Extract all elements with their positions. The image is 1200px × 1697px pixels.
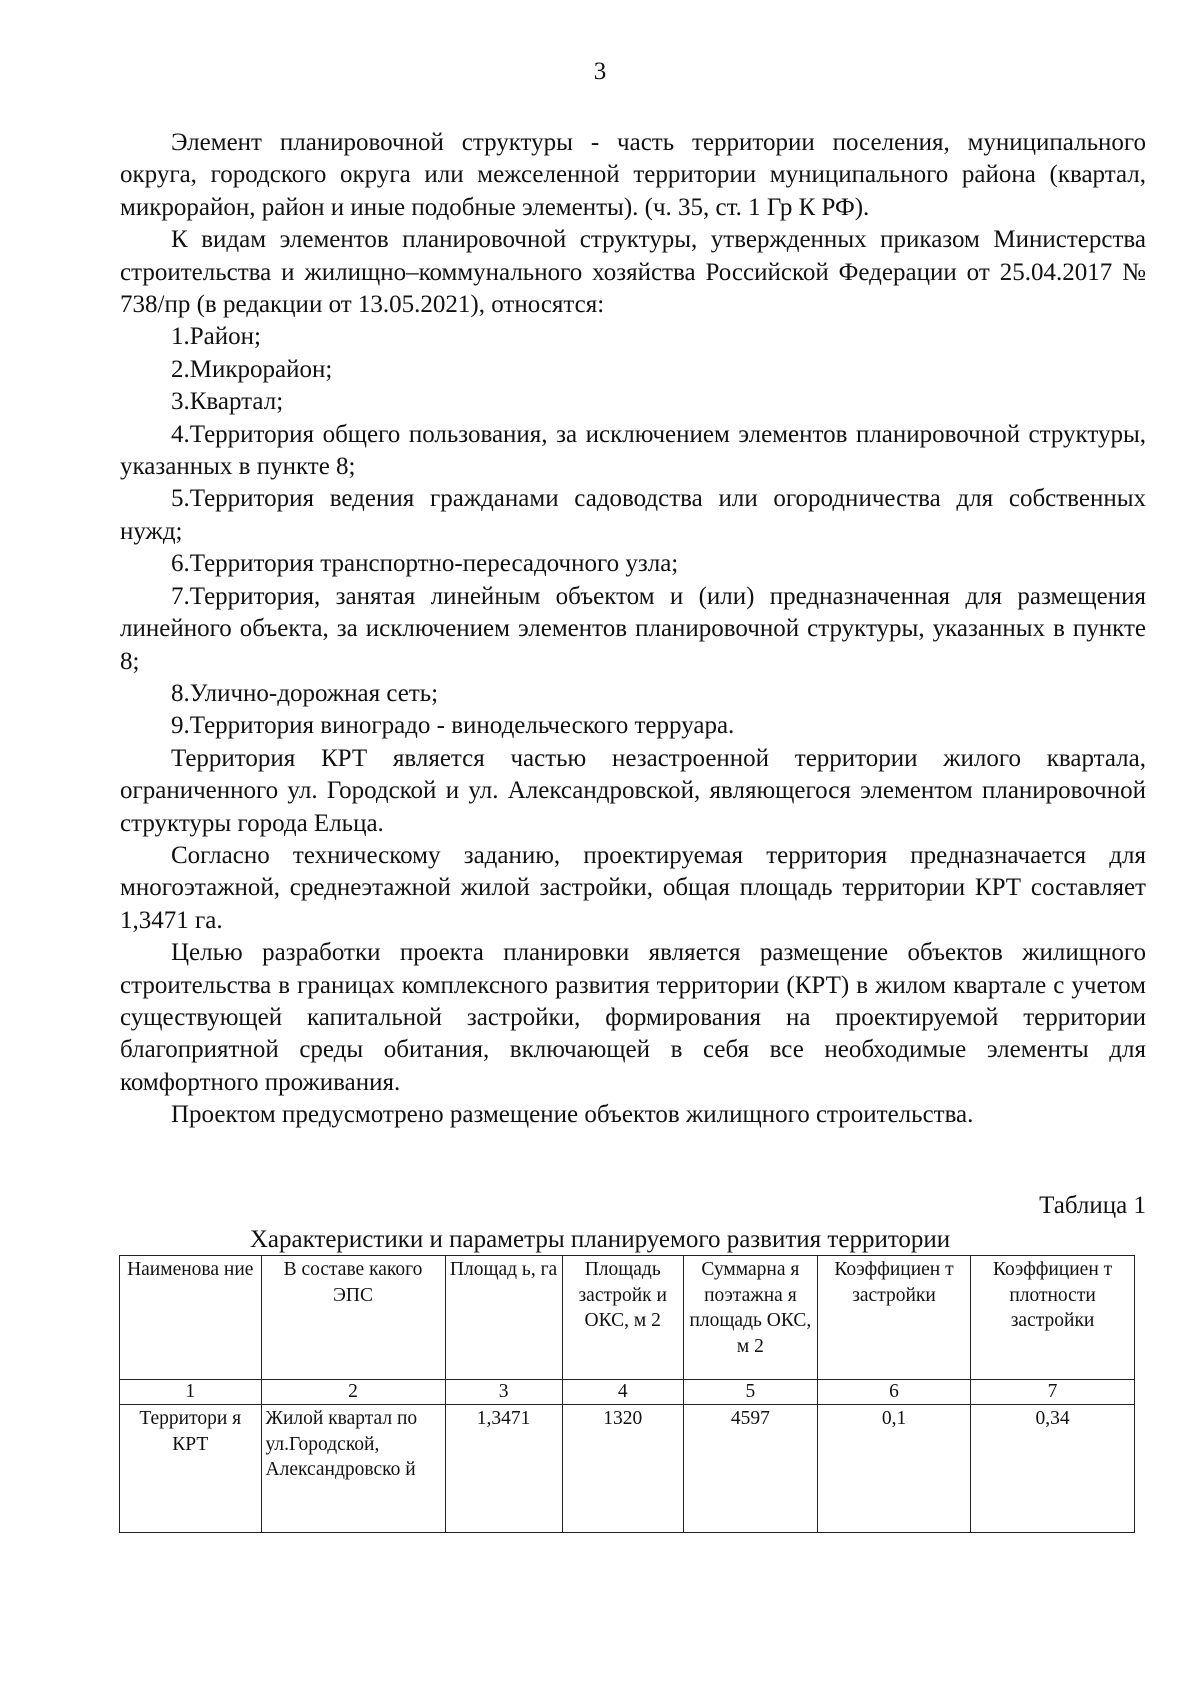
table-cell: 1,3471	[445, 1405, 562, 1533]
paragraph: Проектом предусмотрено размещение объектов жилищного строительства.	[171, 1101, 974, 1129]
column-number-row	[120, 1380, 1135, 1405]
column-header: Коэффициен т плотности застройки	[971, 1256, 1135, 1380]
column-header: Площадь застройк и ОКС, м 2	[562, 1256, 683, 1380]
list-item: 9.Территория виноградо - винодельческого терруара.	[171, 712, 735, 740]
column-number: 3	[445, 1380, 562, 1405]
column-number: 1	[120, 1380, 262, 1405]
parameters-table	[119, 1255, 1135, 1533]
paragraph: К видам элементов планировочной структуры, утвержденных приказом Министерства строительства и жилищно–коммунального хозяйства Российской Федерации от 25.04.2017 № 738/пр (в редакции от 13.05.2021), относятся:	[120, 226, 1146, 319]
list-item: 1.Район;	[171, 323, 261, 351]
page-number: 3	[593, 58, 607, 85]
paragraph: Элемент планировочной структуры - часть территории поселения, муниципального округа, городского округа или межселенной территории муниципального района (квартал, микрорайон, район и иные подобные элементы). (ч. 35, ст. 1 Гр К РФ).	[120, 129, 1146, 221]
column-number: 2	[261, 1380, 445, 1405]
table-cell: 0,1	[817, 1405, 970, 1533]
column-header: Коэффициен т застройки	[817, 1256, 970, 1380]
body-text	[120, 127, 1146, 1132]
paragraph: Согласно техническому заданию, проектируемая территория предназначается для многоэтажной, среднеэтажной жилой застройки, общая площадь территории КРТ составляет 1,3471 га.	[120, 841, 1146, 934]
column-number: 7	[971, 1380, 1135, 1405]
list-item: 5.Территория ведения гражданами садоводства или огородничества для собственных нужд;	[120, 485, 1146, 545]
column-number: 6	[817, 1380, 970, 1405]
list-item: 6.Территория транспортно-пересадочного узла;	[171, 550, 679, 578]
list-item: 7.Территория, занятая линейным объектом и (или) предназначенная для размещения линейного объекта, за исключением элементов планировочной структуры, указанных в пункте 8;	[120, 582, 1146, 675]
list-item: 2.Микрорайон;	[171, 355, 333, 383]
table-cell: 0,34	[971, 1405, 1135, 1533]
list-item: 8.Улично-дорожная сеть;	[171, 679, 439, 707]
column-header: Площад ь, га	[445, 1256, 562, 1380]
table-cell: Жилой квартал по ул.Городской, Александровско й	[261, 1405, 445, 1533]
column-header: В составе какого ЭПС	[261, 1256, 445, 1380]
column-header: Суммарна я поэтажна я площадь ОКС, м 2	[683, 1256, 817, 1380]
list-item: 4.Территория общего пользования, за исключением элементов планировочной структуры, указанных в пункте 8;	[120, 420, 1146, 481]
column-number: 5	[683, 1380, 817, 1405]
table-cell: Территори я КРТ	[120, 1405, 262, 1533]
table-caption: Таблица 1	[1039, 1192, 1146, 1219]
table-title: Характеристики и параметры планируемого развития территории	[249, 1226, 951, 1253]
paragraph: Целью разработки проекта планировки является размещение объектов жилищного строительства в границах комплексного развития территории (КРТ) в жилом квартале с учетом существующей капитальной застройки, формирования на проектируемой территории благоприятной среды обитания, включающей в себя все необходимые элементы для комфортного проживания.	[120, 939, 1146, 1096]
list-item: 3.Квартал;	[171, 388, 284, 416]
table-cell: 4597	[683, 1405, 817, 1533]
table-header-row	[120, 1256, 1135, 1380]
table-row	[120, 1405, 1135, 1533]
table-cell: 1320	[562, 1405, 683, 1533]
column-header: Наименова ние	[120, 1256, 262, 1380]
column-number: 4	[562, 1380, 683, 1405]
paragraph: Территория КРТ является частью незастроенной территории жилого квартала, ограниченного ул. Городской и ул. Александровской, являющегося элементом планировочной структуры города Ельца.	[120, 744, 1146, 837]
